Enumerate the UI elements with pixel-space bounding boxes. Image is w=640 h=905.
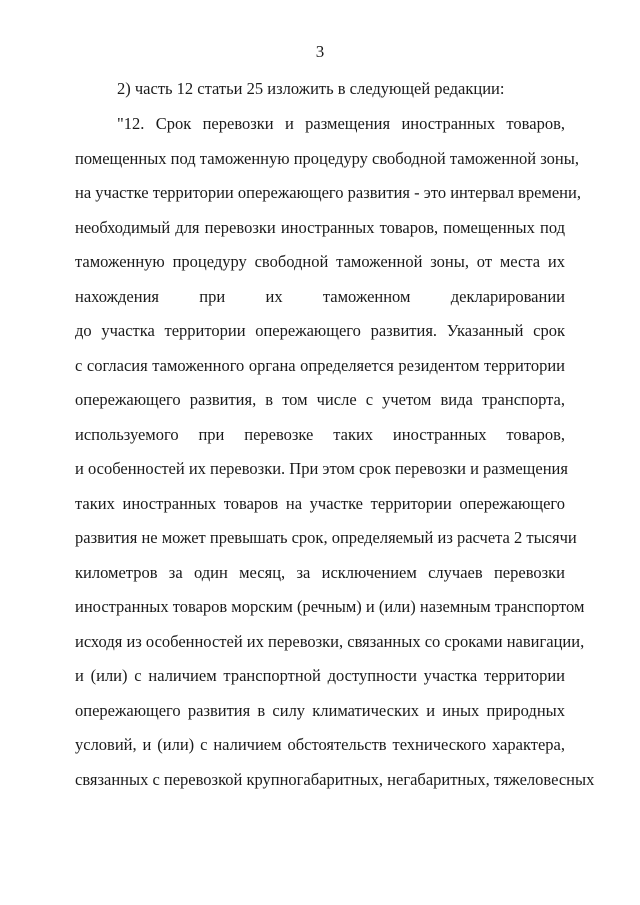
text-line-9: опережающего развития, в том числе с учетом вида транспорта, <box>75 390 565 409</box>
text-line-15: иностранных товаров морским (речным) и (или) наземным транспортом <box>75 597 585 616</box>
text-line-12: таких иностранных товаров на участке территории опережающего <box>75 494 565 513</box>
text-line-2: помещенных под таможенную процедуру свободной таможенной зоны, <box>75 149 579 168</box>
text-line-7: до участка территории опережающего развития. Указанный срок <box>75 321 565 340</box>
paragraph-intro: 2) часть 12 статьи 25 изложить в следующей редакции: <box>117 79 505 98</box>
text-line-13: развития не может превышать срок, определяемый из расчета 2 тысячи <box>75 528 577 547</box>
text-line-16: исходя из особенностей их перевозки, связанных со сроками навигации, <box>75 632 585 651</box>
text-line-18: опережающего развития в силу климатических и иных природных <box>75 701 565 720</box>
text-line-4: необходимый для перевозки иностранных товаров, помещенных под <box>75 218 565 237</box>
text-line-3: на участке территории опережающего развития - это интервал времени, <box>75 183 581 202</box>
text-line-1: "12. Срок перевозки и размещения иностранных товаров, <box>117 114 565 133</box>
text-line-6: нахождения при их таможенном декларировании <box>75 287 565 306</box>
text-line-8: с согласия таможенного органа определяется резидентом территории <box>75 356 565 375</box>
text-line-20: связанных с перевозкой крупногабаритных, негабаритных, тяжеловесных <box>75 770 595 789</box>
text-line-17: и (или) с наличием транспортной доступности участка территории <box>75 666 565 685</box>
page-number: 3 <box>315 42 325 61</box>
text-line-10: используемого при перевозке таких иностранных товаров, <box>75 425 565 444</box>
text-line-5: таможенную процедуру свободной таможенной зоны, от места их <box>75 252 565 271</box>
text-line-14: километров за один месяц, за исключением случаев перевозки <box>75 563 565 582</box>
text-line-11: и особенностей их перевозки. При этом срок перевозки и размещения <box>75 459 568 478</box>
text-line-19: условий, и (или) с наличием обстоятельств технического характера, <box>75 735 565 754</box>
